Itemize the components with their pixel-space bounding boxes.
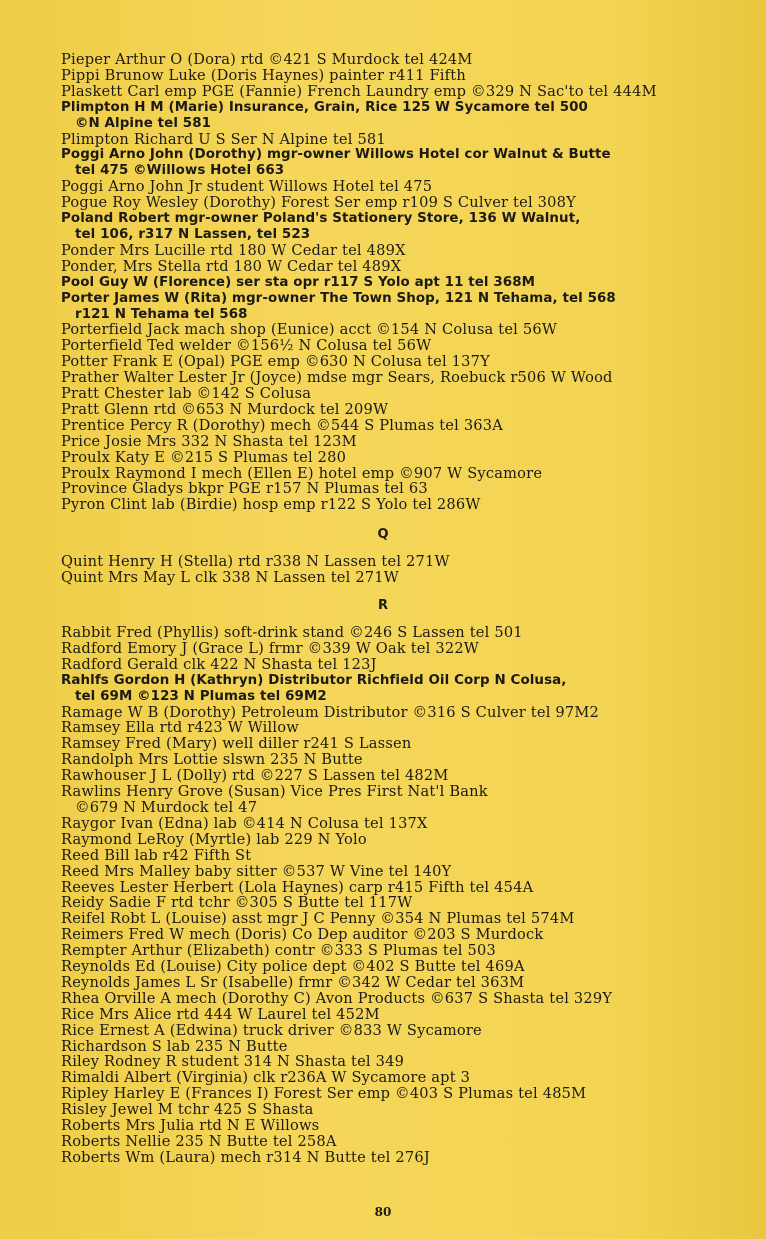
directory-entry <box>0 386 766 402</box>
directory-entry <box>0 291 766 323</box>
directory-entry <box>0 84 766 100</box>
directory-entry <box>0 1023 766 1039</box>
entry-text: Pool Guy W (Florence) ser sta opr r117 S Yolo apt 11 tel 368M <box>61 274 536 290</box>
entry-text: Poggi Arno John Jr student Willows Hotel tel 475 <box>61 178 433 196</box>
directory-entry <box>0 816 766 832</box>
section-q-entries <box>0 554 766 586</box>
entry-text: Ripley Harley E (Frances I) Forest Ser emp ©403 S Plumas tel 485M <box>61 1085 587 1103</box>
directory-entry <box>0 657 766 673</box>
entry-continuation: tel 69M ©123 N Plumas tel 69M2 <box>75 688 327 704</box>
entry-text: Richardson S lab 235 N Butte <box>61 1037 288 1055</box>
entry-text: Rabbit Fred (Phyllis) soft-drink stand ©246 S Lassen tel 501 <box>61 624 523 641</box>
entry-text: Prentice Percy R (Dorothy) mech ©544 S Plumas tel 363A <box>61 416 504 434</box>
directory-entry <box>0 402 766 418</box>
entry-text: Reidy Sadie F rtd tchr ©305 S Butte tel 117W <box>61 894 413 912</box>
entry-text: Ponder Mrs Lucille rtd 180 W Cedar tel 489X <box>61 241 406 259</box>
directory-entry <box>0 641 766 657</box>
entry-text: Rawlins Henry Grove (Susan) Vice Pres First Nat'l Bank <box>61 783 488 801</box>
entry-continuation: ©679 N Murdock tel 47 <box>75 798 258 816</box>
entry-text: Province Gladys bkpr PGE r157 N Plumas tel 63 <box>61 480 428 498</box>
section-p-entries <box>0 52 766 513</box>
directory-entry <box>0 864 766 880</box>
directory-entry <box>0 1150 766 1166</box>
entry-text: Radford Emory J (Grace L) frmr ©339 W Oak tel 322W <box>61 639 480 657</box>
directory-entry <box>0 991 766 1007</box>
entry-text: Randolph Mrs Lottie slswn 235 N Butte <box>61 751 363 769</box>
entry-text: Pieper Arthur O (Dora) rtd ©421 S Murdock tel 424M <box>61 51 473 68</box>
entry-text: Roberts Wm (Laura) mech r314 N Butte tel 276J <box>61 1148 430 1166</box>
entry-text: Radford Gerald clk 422 N Shasta tel 123J <box>61 655 377 673</box>
entry-text: Reimers Fred W mech (Doris) Co Dep auditor ©203 S Murdock <box>61 926 544 944</box>
section-r-entries <box>0 625 766 1166</box>
entry-text: Riley Rodney R student 314 N Shasta tel 349 <box>61 1053 405 1071</box>
directory-entry <box>0 497 766 513</box>
directory-entry <box>0 52 766 68</box>
entry-text: Raygor Ivan (Edna) lab ©414 N Colusa tel 137X <box>61 814 428 832</box>
entry-text: Poland Robert mgr-owner Poland's Stationery Store, 136 W Walnut, <box>61 211 581 227</box>
directory-entry <box>0 179 766 195</box>
entry-text: Reed Bill lab r42 Fifth St <box>61 846 252 864</box>
directory-entry <box>0 481 766 497</box>
entry-text: Porter James W (Rita) mgr-owner The Town Shop, 121 N Tehama, tel 568 <box>61 290 616 306</box>
entry-text: Prather Walter Lester Jr (Joyce) mdse mgr Sears, Roebuck r506 W Wood <box>61 369 613 387</box>
entry-text: Plimpton Richard U S Ser N Alpine tel 581 <box>61 130 386 148</box>
directory-entry <box>0 418 766 434</box>
entry-text: Rawhouser J L (Dolly) rtd ©227 S Lassen tel 482M <box>61 767 449 785</box>
directory-entry <box>0 943 766 959</box>
directory-entry <box>0 132 766 148</box>
entry-text: Pratt Chester lab ©142 S Colusa <box>61 385 312 403</box>
entry-text: Ramage W B (Dorothy) Petroleum Distributor ©316 S Culver tel 97M2 <box>61 703 600 721</box>
entry-continuation: r121 N Tehama tel 568 <box>75 306 248 322</box>
entry-text: Proulx Raymond I mech (Ellen E) hotel emp ©907 W Sycamore <box>61 464 543 482</box>
directory-entry <box>0 848 766 864</box>
directory-entry <box>0 927 766 943</box>
entry-text: Quint Mrs May L clk 338 N Lassen tel 271W <box>61 568 399 586</box>
entry-text: Raymond LeRoy (Myrtle) lab 229 N Yolo <box>61 830 367 848</box>
entry-text: Roberts Nellie 235 N Butte tel 258A <box>61 1133 337 1150</box>
entry-text: Rempter Arthur (Elizabeth) contr ©333 S Plumas tel 503 <box>61 942 496 960</box>
entry-text: Proulx Katy E ©215 S Plumas tel 280 <box>61 448 347 466</box>
directory-entry <box>0 673 766 705</box>
entry-text: Pogue Roy Wesley (Dorothy) Forest Ser emp r109 S Culver tel 308Y <box>61 194 576 212</box>
directory-entry <box>0 100 766 132</box>
entry-text: Reeves Lester Herbert (Lola Haynes) carp r415 Fifth tel 454A <box>61 878 534 896</box>
directory-entry <box>0 975 766 991</box>
directory-entry <box>0 720 766 736</box>
section-heading-q: Q <box>377 527 389 542</box>
directory-entry <box>0 768 766 784</box>
entry-text: Ramsey Ella rtd r423 W Willow <box>61 719 299 737</box>
entry-text: Rahlfs Gordon H (Kathryn) Distributor Richfield Oil Corp N Colusa, <box>61 672 567 688</box>
entry-text: Reynolds James L Sr (Isabelle) frmr ©342 W Cedar tel 363M <box>61 973 525 991</box>
entry-text: Ramsey Fred (Mary) well diller r241 S Lassen <box>61 735 412 753</box>
directory-entry <box>0 354 766 370</box>
entry-text: Reifel Robt L (Louise) asst mgr J C Penny ©354 N Plumas tel 574M <box>61 910 575 928</box>
entry-text: Rhea Orville A mech (Dorothy C) Avon Products ©637 S Shasta tel 329Y <box>61 989 613 1007</box>
directory-entry <box>0 434 766 450</box>
directory-entry <box>0 195 766 211</box>
entry-text: Reynolds Ed (Louise) City police dept ©402 S Butte tel 469A <box>61 958 525 976</box>
entry-text: Porterfield Ted welder ©156½ N Colusa tel 56W <box>61 337 432 355</box>
directory-entry <box>0 1070 766 1086</box>
directory-entry <box>0 570 766 586</box>
directory-entry <box>0 832 766 848</box>
entry-text: Pippi Brunow Luke (Doris Haynes) painter r411 Fifth <box>61 66 466 84</box>
entry-text: Risley Jewel M tchr 425 S Shasta <box>61 1101 314 1119</box>
entry-text: Rice Mrs Alice rtd 444 W Laurel tel 452M <box>61 1005 380 1023</box>
directory-entry <box>0 259 766 275</box>
directory-entry <box>0 466 766 482</box>
directory-entry <box>0 68 766 84</box>
entry-text: Plaskett Carl emp PGE (Fannie) French Laundry emp ©329 N Sac'to tel 444M <box>61 82 657 100</box>
entry-text: Rimaldi Albert (Virginia) clk r236A W Sycamore apt 3 <box>61 1069 471 1087</box>
directory-entry <box>0 705 766 721</box>
directory-entry <box>0 911 766 927</box>
entry-text: Porterfield Jack mach shop (Eunice) acct ©154 N Colusa tel 56W <box>61 321 558 339</box>
directory-entry <box>0 450 766 466</box>
directory-entry <box>0 147 766 179</box>
entry-text: Quint Henry H (Stella) rtd r338 N Lassen tel 271W <box>61 553 450 570</box>
entry-continuation: tel 106, r317 N Lassen, tel 523 <box>75 226 311 242</box>
section-heading-r: R <box>377 598 388 613</box>
directory-entry <box>0 370 766 386</box>
directory-entry <box>0 1102 766 1118</box>
directory-entry <box>0 784 766 816</box>
directory-entry <box>0 1086 766 1102</box>
entry-text: Roberts Mrs Julia rtd N E Willows <box>61 1117 320 1135</box>
entry-text: Price Josie Mrs 332 N Shasta tel 123M <box>61 432 357 450</box>
entry-text: Reed Mrs Malley baby sitter ©537 W Vine tel 140Y <box>61 862 452 880</box>
directory-entry <box>0 338 766 354</box>
entry-text: Potter Frank E (Opal) PGE emp ©630 N Colusa tel 137Y <box>61 353 490 371</box>
entry-text: Pratt Glenn rtd ©653 N Murdock tel 209W <box>61 400 389 418</box>
entry-text: Ponder, Mrs Stella rtd 180 W Cedar tel 489X <box>61 257 402 275</box>
directory-entry <box>0 1007 766 1023</box>
directory-entry <box>0 322 766 338</box>
entry-continuation: ©N Alpine tel 581 <box>75 115 212 131</box>
directory-entry <box>0 554 766 570</box>
directory-entry <box>0 752 766 768</box>
directory-entry <box>0 243 766 259</box>
page-number: 80 <box>374 1205 392 1219</box>
entry-text: Pyron Clint lab (Birdie) hosp emp r122 S Yolo tel 286W <box>61 496 481 514</box>
entry-text: Plimpton H M (Marie) Insurance, Grain, Rice 125 W Sycamore tel 500 <box>61 99 588 115</box>
directory-entry <box>0 959 766 975</box>
directory-entry <box>0 1054 766 1070</box>
directory-entry <box>0 736 766 752</box>
directory-entry <box>0 625 766 641</box>
directory-entry <box>0 211 766 243</box>
directory-entry <box>0 275 766 291</box>
entry-text: Rice Ernest A (Edwina) truck driver ©833 W Sycamore <box>61 1021 482 1039</box>
directory-entry <box>0 1039 766 1055</box>
directory-entry <box>0 1134 766 1150</box>
directory-entry <box>0 1118 766 1134</box>
entry-continuation: tel 475 ©Willows Hotel 663 <box>75 163 285 179</box>
entry-text: Poggi Arno John (Dorothy) mgr-owner Willows Hotel cor Walnut & Butte <box>61 147 611 163</box>
directory-entry <box>0 880 766 896</box>
directory-entry <box>0 895 766 911</box>
